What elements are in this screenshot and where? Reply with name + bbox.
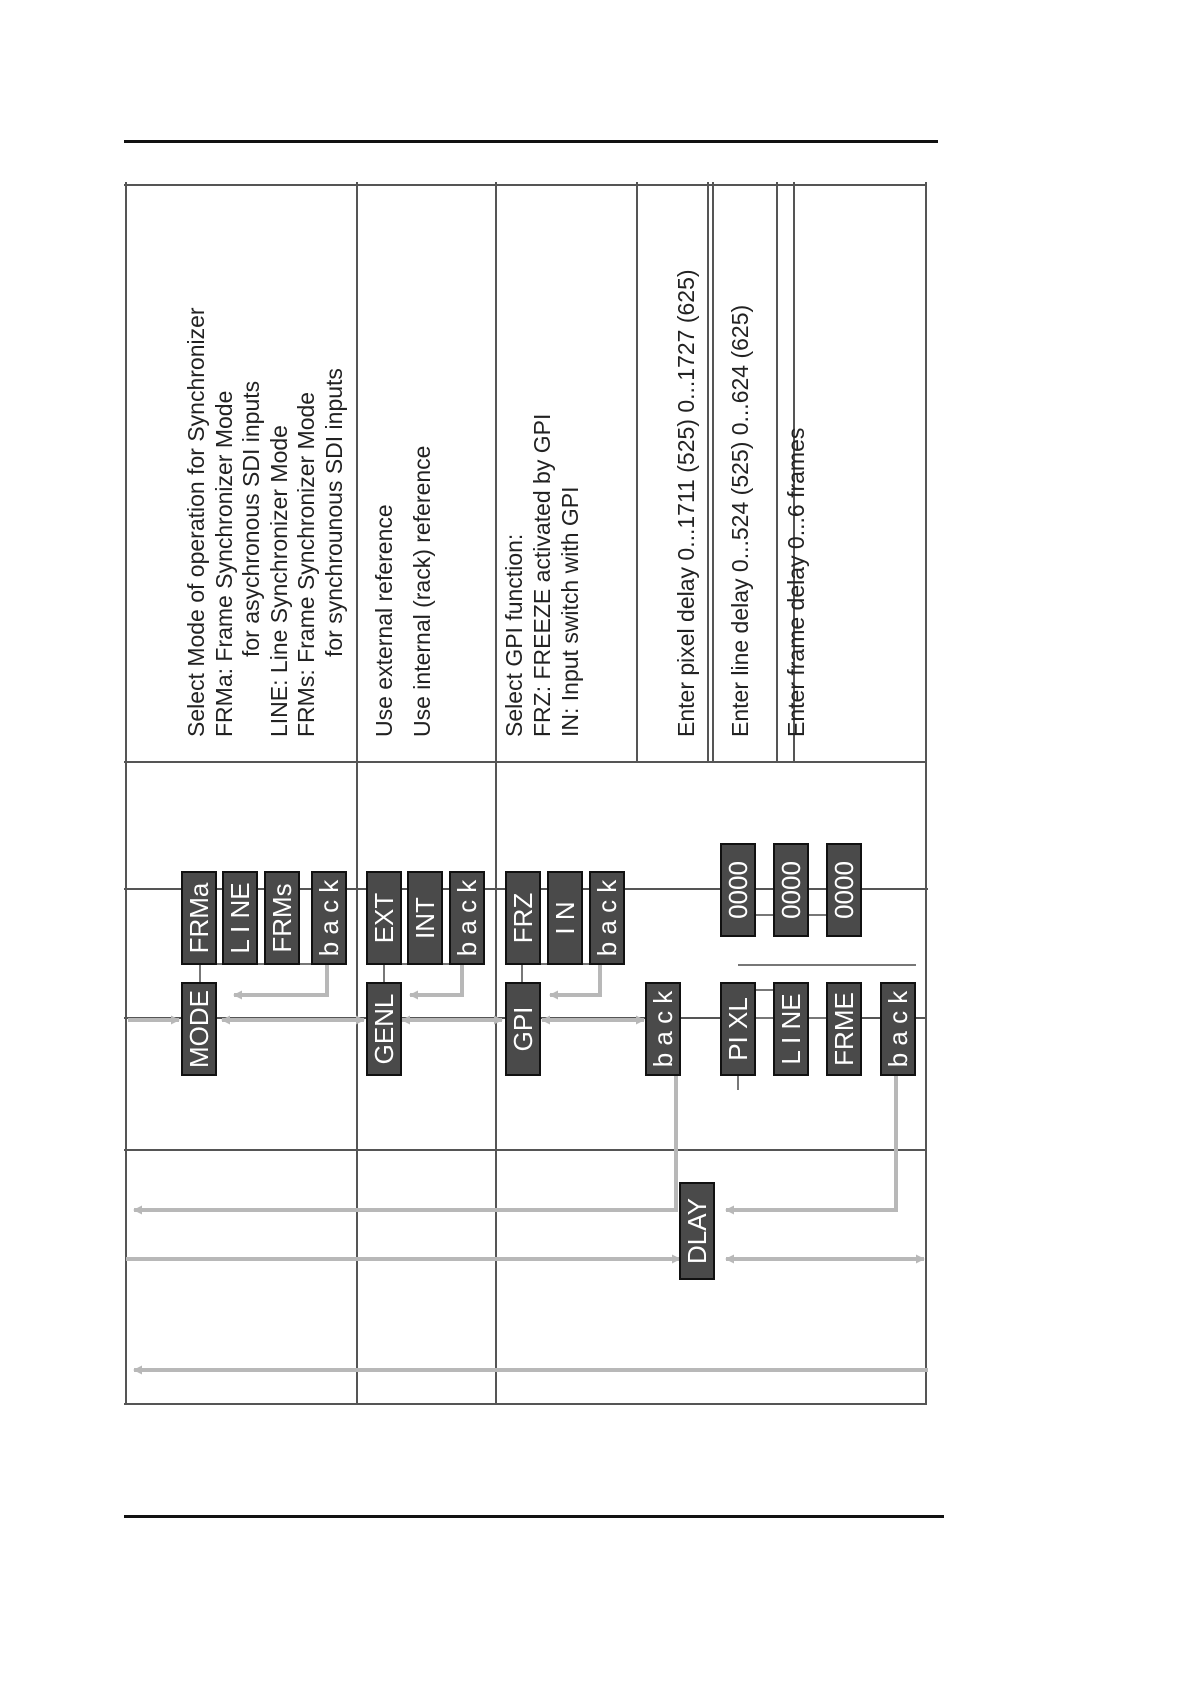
- dlay-line-key-label: L I NE: [776, 993, 806, 1065]
- mode-key[interactable]: [182, 983, 216, 1075]
- option-mode-back-label: b a c k: [314, 879, 344, 957]
- dlay-back-key[interactable]: [881, 983, 915, 1075]
- frme-key[interactable]: [827, 983, 861, 1075]
- line-value[interactable]: [774, 844, 808, 936]
- frme-value-label: 0000: [829, 861, 859, 919]
- option-frms[interactable]: [265, 872, 299, 964]
- gpi-key[interactable]: [506, 983, 540, 1075]
- frme-key-label: FRME: [829, 992, 859, 1066]
- pixl-value[interactable]: [721, 844, 755, 936]
- mode-desc-1: Select Mode of operation for Synchronizer: [183, 307, 209, 737]
- pixl-key-label: PI XL: [723, 997, 753, 1061]
- mode-desc-2: FRMa: Frame Synchronizer Mode: [211, 390, 237, 737]
- option-gpi-back-label: b a c k: [592, 879, 622, 957]
- table-grid: [124, 182, 928, 1405]
- option-int[interactable]: [408, 872, 442, 964]
- mode-desc-3: for asychronous SDI inputs: [238, 380, 264, 657]
- bottom-rule: [124, 1515, 944, 1518]
- dlay-submenu: [680, 844, 915, 1279]
- option-frma[interactable]: [182, 872, 216, 964]
- option-frms-label: FRMs: [267, 883, 297, 953]
- pixl-value-label: 0000: [723, 861, 753, 919]
- option-line-label: L I NE: [225, 882, 255, 954]
- option-line[interactable]: [223, 872, 257, 964]
- mode-desc-6: for synchrounous SDI inputs: [321, 368, 347, 657]
- pixl-key[interactable]: [721, 983, 755, 1075]
- dlay-key[interactable]: [680, 1183, 714, 1279]
- gpi-desc-1: Select GPI function:: [501, 533, 527, 737]
- menu-diagram-frame: [124, 182, 928, 1405]
- option-ext-label: EXT: [369, 892, 399, 944]
- option-mode-back[interactable]: [312, 872, 346, 964]
- line-desc: Enter line delay 0...524 (525) 0...624 (625): [727, 304, 753, 737]
- gpi-desc-2: FRZ: FREEZE activated by GPI: [529, 413, 555, 737]
- gpi-desc-3: IN: Input switch with GPI: [557, 486, 583, 737]
- gpi-key-label: GPI: [508, 1006, 538, 1052]
- genl-key-label: GENL: [369, 993, 399, 1065]
- pixl-desc: Enter pixel delay 0...1711 (525) 0...1727 (625): [673, 269, 699, 737]
- menu-diagram: [124, 182, 928, 1405]
- option-frz[interactable]: [506, 872, 540, 964]
- frme-desc: Enter frame delay 0...6 frames: [783, 427, 809, 737]
- dlay-back-key-label: b a c k: [883, 990, 913, 1068]
- mode-desc-4: LINE: Line Synchronizer Mode: [266, 425, 292, 737]
- frme-value[interactable]: [827, 844, 861, 936]
- option-genl-back-label: b a c k: [452, 879, 482, 957]
- mode-desc-5: FRMs: Frame Synchronizer Mode: [293, 391, 319, 737]
- mode-key-label: MODE: [184, 990, 214, 1068]
- dlay-key-label: DLAY: [682, 1198, 712, 1264]
- option-frma-label: FRMa: [184, 882, 214, 954]
- genl-desc-2: Use internal (rack) reference: [409, 445, 435, 737]
- top-rule: [124, 140, 938, 143]
- main-back-key[interactable]: [646, 983, 680, 1075]
- genl-key[interactable]: [367, 983, 401, 1075]
- option-in[interactable]: [548, 872, 582, 964]
- option-genl-back[interactable]: [450, 872, 484, 964]
- option-gpi-back[interactable]: [590, 872, 624, 964]
- option-in-label: I N: [550, 901, 580, 935]
- genl-desc-1: Use external reference: [371, 504, 397, 737]
- main-back-key-label: b a c k: [648, 990, 678, 1068]
- option-keys: [182, 872, 624, 964]
- option-frz-label: FRZ: [508, 892, 538, 944]
- option-int-label: INT: [410, 897, 440, 939]
- option-ext[interactable]: [367, 872, 401, 964]
- dlay-line-key[interactable]: [774, 983, 808, 1075]
- line-value-label: 0000: [776, 861, 806, 919]
